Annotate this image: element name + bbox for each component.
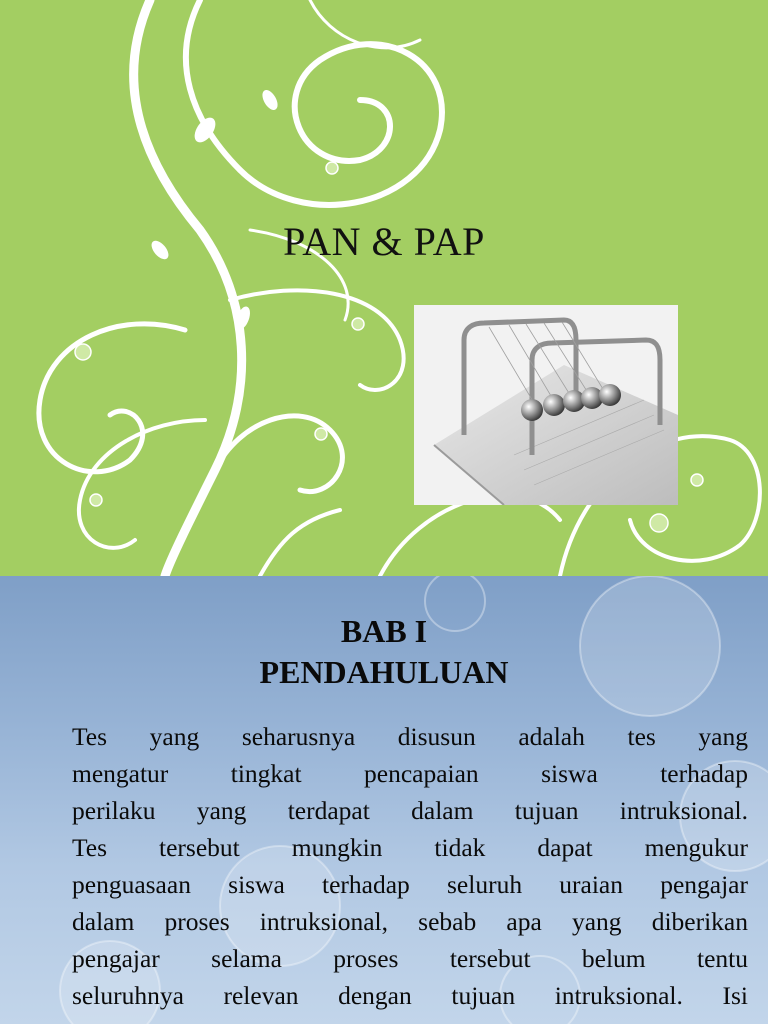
newtons-cradle-photo [414, 305, 678, 505]
body-line: Tes tersebut mungkin tidak dapat mengukur [72, 833, 748, 862]
body-paragraph [72, 718, 748, 1014]
chapter-number: BAB I [340, 613, 428, 649]
body-line: penguasaan siswa terhadap seluruh uraian pengajar [72, 870, 748, 899]
body-line: seluruhnya relevan dengan tujuan intruksional. Isi [72, 981, 748, 1010]
chapter-heading [0, 611, 768, 693]
body-line: pengajar selama proses tersebut belum tentu [72, 944, 748, 973]
body-line: dalam proses intruksional, sebab apa yang diberikan [72, 907, 748, 936]
content-slide [0, 576, 768, 1024]
body-line: Tes yang seharusnya disusun adalah tes yang [72, 722, 748, 751]
chapter-title: PENDAHULUAN [259, 654, 509, 690]
body-line: perilaku yang terdapat dalam tujuan intruksional. [72, 796, 748, 825]
body-line: mengatur tingkat pencapaian siswa terhadap [72, 759, 748, 788]
slide-title: PAN & PAP [283, 219, 485, 264]
newtons-cradle-icon [414, 305, 678, 505]
